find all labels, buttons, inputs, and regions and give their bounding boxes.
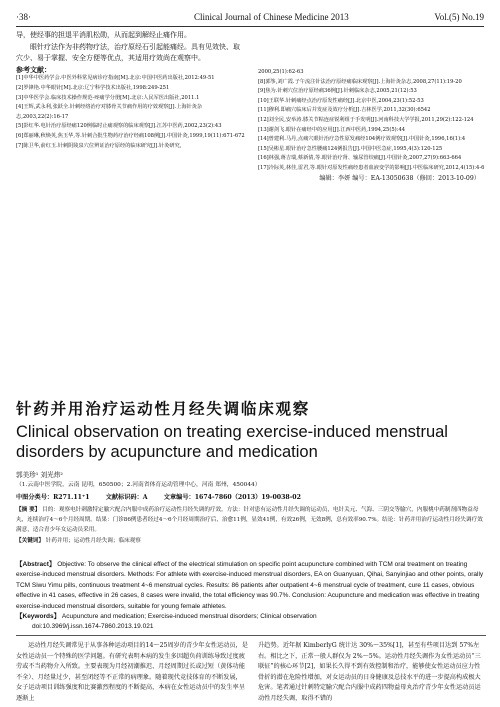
reference-item: [3]中华医学会.临床技术操作规范-疼痛学分册[M].北京:人民军医出版社,2011.1: [16, 94, 200, 101]
keywords-cn-text: 针药并用；运动性月经失调；临床观察: [45, 537, 141, 544]
abstract-en-text: Objective: To observe the clinical effect of the electrical stimulation on specific point acupuncture combined with TCM oral treatment on treating exercise-induced menstrual disorders. Methods: For athlete with exercise-induced menstrual disorders, EA on Guanyuan, Qihai, Sanyinjiao and other points, orally TCM Siwu Yimu pills, continuous treatment 4~6 menstrual cycles. Results: 86 patients after outpatient 4~6 menstrual cycle of treatment, cure 11 cases, obvious effective in 41 cases, effective in 26 cases, 8 cases were invalid, the total efficiency was 90.7%. Conclusion: Acupuncture and medication was effective in treating exercise-induced menstrual disorders, suitable for young female athletes.: [16, 561, 484, 610]
clc-number: 中图分类号：R271.11⁺1: [16, 494, 90, 501]
article-title-chinese: 针药并用治疗运动性月经失调临床观察: [16, 400, 311, 418]
reference-item: [5]彭红华.电针治疗原经痛120例临时止痛观察的临床观察[J].江苏中医药,2002,23(2):43: [16, 123, 222, 130]
classification-line: [16, 492, 486, 501]
author-block: [16, 470, 486, 490]
journal-title: Clinical Journal of Chinese Medicine 2013: [194, 12, 349, 22]
prev-body-para-2: 眼针疗法作为非药物疗法，治疗原经石引起能痛经。具有见效快、取穴少、易于掌握、安全方便等优点，其适用疗效尚在观察中。: [16, 42, 240, 63]
reference-item: [12]刘全民,安举涛.膝关节粘连症锐利组于手发明[J].河南科技大学学报,2011,29(2):122-124: [258, 116, 474, 123]
running-header: [16, 8, 484, 27]
reference-item: [11]穆利.即痛穴临床后并发症及效疗分析[J].吉林医学,2011,32(30):6542: [258, 107, 431, 114]
affiliations: （1.云南中医学院，云南 昆明，650500；2.河南省体育运动管理中心，河南 郑州，450044）: [16, 482, 261, 488]
reference-item: [4]王辉,武永利,张跃全.针刺经络治疗对膝骨关节痛作用的疗效观察[J].上海针灸杂志,2003,22(2):16-17: [16, 104, 203, 120]
reference-item: [9]焦为.针刺穴位治疗原经痛36例[J].针刺临床杂志,2005,21(12):53: [258, 88, 417, 95]
reference-item: [7]陈卫华,俞红玉.针刺阴陵泉穴位辨证治疗原经的临床研究[J].针灸研究,: [16, 142, 182, 149]
keywords-en-text: Acupuncture and medication; Exercise-induced menstrual disorders; Clinical observation: [61, 613, 317, 621]
reference-item: [16]林强,蒋吉瑞,蔡新倩,等.眼针治疗肾、输尿管绞痛[J].中国针灸,2007,27(9):663-664: [258, 155, 462, 162]
reference-item: [2]罗锋艳.中华眼针[M].北京:辽宁科学技术出版社,1998:249-251: [16, 84, 170, 91]
references-list-left: [16, 74, 246, 151]
reference-item: [1]中华中医药学会.中医外科常见病诊疗指南[M].北京:中国中医药出版社,2012:49-51: [16, 75, 215, 82]
abstract-english: [16, 560, 486, 633]
editor-info: 编辑：李妍 编号：EA-13050638（修回：2013-10-09）: [319, 174, 480, 182]
reference-item: [10]王联华.针刺痛经点治疗原发性痛经[J].北京中医,2004,23(1):52-53: [258, 97, 424, 104]
keywords-en-label: 【Keywords】: [16, 613, 61, 621]
references-list-right: [258, 68, 486, 174]
abstract-en-label: 【Abstract】: [16, 561, 56, 568]
prev-article-right-column: [258, 68, 486, 183]
section-divider: [16, 635, 486, 636]
article-title-english: Clinical observation on treating exercise-induced menstrual disorders by acupuncture and medication: [16, 423, 448, 461]
body-right-column: 升趋势。近年据 KimberlyG 统计达 30%～35%[1]，甚至有些项目达到 57%左右。相比之下，正常一般人群仅为 2%～5%。运动性月经失调作为女性运动员“三联征”的核心环节[2]，如果长久得不到有效控制和治疗，能够使女性运动员应力性骨折的潜在危险性增加，对女运动员的日身健康及总技水平的进一步提高构成极大危害。笔者通过针刺特定腧穴配合内服中成药四物益母丸治疗青少年女性运动员运动性月经失调，取得不错的: [258, 642, 481, 702]
keywords-cn-label: 【关键词】: [16, 537, 44, 544]
reference-item: [17]冷际英,林佳,雷君,等.眼针对原发性痛经患者血液变学的影响[J].中医临床研究,2012,4(15):4-6: [258, 164, 485, 171]
reference-item: 2000,25(1):62-63: [258, 69, 304, 75]
reference-item: [15]吴彬星.眼针治疗急性腰痛124例报告[J].中国中医急症,1995,4(3):120-125: [258, 145, 443, 152]
page-number: ·38·: [16, 12, 31, 22]
abstract-cn-text: 目的：观察电针刺激特定腧穴配合内服中成药治疗运动性月经失调的疗效。方法：针对患有运动性月经失调的运动员，电针关元、气海、三阴交等腧穴，内服桃中药制剂四物益母丸，连续治疗4～6个月经周期。结果：门诊86例患者经过4～6个月经周期治疗后，治愈11例，显效41例，有效26例，无效8例，总有效率90.7%。结论：针药并用治疗运动性月经失调疗效满意，适合青少年女运动员采用。: [16, 507, 483, 534]
reference-item: [14]曾建利.马丹,点痛穴眼针治疗急性原发痛经104例疗效观察[J].中国针灸,1996,16(1):4: [258, 136, 466, 143]
authors: 郭美珍¹ 刘光炜²: [16, 471, 63, 479]
doi: doi:10.3969/j.issn.1674-7860.2013.19.021: [32, 623, 154, 631]
abstract-cn-label: 【摘 要】: [16, 507, 41, 513]
prev-body-para-1: 导，使经事的担退平消肌松勋，从而起到解经止痛作用。: [16, 31, 191, 39]
abstract-chinese: [16, 505, 486, 546]
reference-item: [13]谢剑飞.眼针在痛经中的应用[J].江西中医药,1994,25(5):44: [258, 126, 406, 133]
document-code: 文献标识码：A: [105, 494, 148, 501]
article-number: 文章编号：1674-7860（2013）19-0038-02: [163, 494, 301, 501]
reference-item: [8]郭筝,刘广霞.子午流注针法治疗原经痛临床观察[J].上海针灸杂志,2008,27(11):19-20: [258, 78, 462, 85]
references-heading: 参考文献：: [16, 64, 51, 74]
body-left-column: 运动性月经失调常见于从事各种运动项目的14～25周岁的青少年女性运动员，是女性运动员一个特殊的医学问题。有研究表明本病的发生多因超负荷训练导致过度疲劳或不当药物介入所致。主要表现为月经初潮推迟、月经周期过长或过短（黄体功能不全）、月经量过少，甚至闭经等不正常的病理象。随着现代竞技体育的不断发展，女子运动项目训练强度和比赛激烈程度的不断提高，本病在女性运动员中的发生率呈逐渐上: [16, 642, 248, 702]
prev-article-left-column: [16, 30, 246, 151]
volume-issue: Vol.(5) No.19: [434, 12, 484, 22]
reference-item: [6]郑丽琳,秋焕英,焦玉华,等.针刺合批生物药疗治疗经痛108例[J].中国针灸,1999,19(11):671-672: [16, 132, 245, 139]
